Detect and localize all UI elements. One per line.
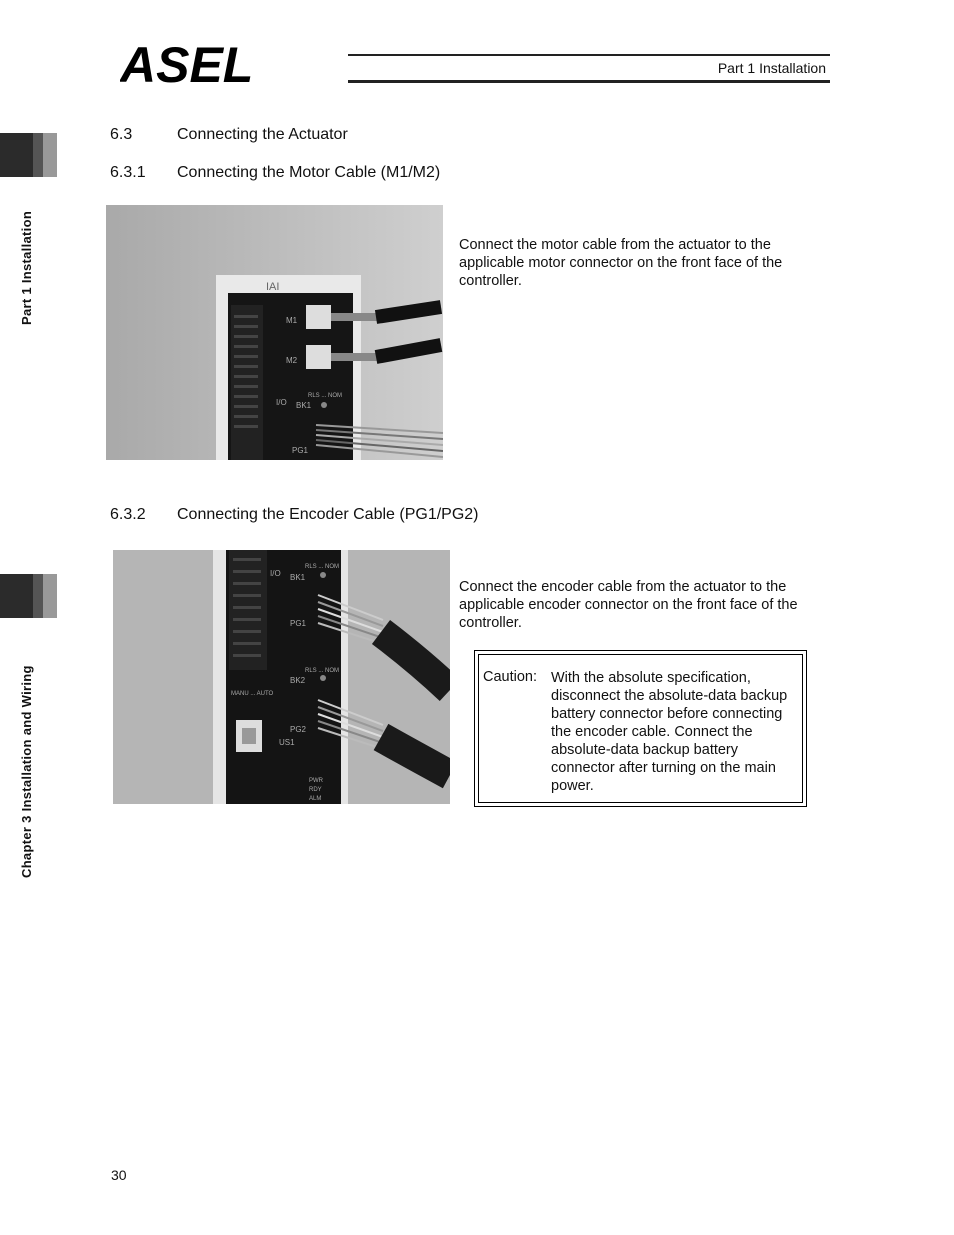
caution-text: With the absolute specification, disconnect the absolute-data backup battery connector before connecting the encoder cable. Connect the absolute-data backup battery connector after turning on the main power. bbox=[551, 670, 788, 794]
heading-6-3 bbox=[110, 126, 348, 144]
heading-6-3-1 bbox=[110, 164, 440, 182]
heading-number: 6.3.2 bbox=[110, 506, 146, 523]
svg-text:PG1: PG1 bbox=[290, 619, 307, 628]
svg-text:PG1: PG1 bbox=[292, 446, 309, 455]
caution-box bbox=[474, 650, 807, 807]
photo-label-iai: IAI bbox=[266, 281, 280, 293]
svg-text:BK1: BK1 bbox=[290, 573, 306, 582]
heading-6-3-2 bbox=[110, 506, 479, 524]
svg-text:PG2: PG2 bbox=[290, 725, 307, 734]
svg-text:US1: US1 bbox=[279, 738, 295, 747]
svg-text:RDY: RDY bbox=[309, 787, 322, 793]
heading-number: 6.3.1 bbox=[110, 164, 146, 181]
svg-text:I/O: I/O bbox=[276, 398, 287, 407]
encoder-instructions: Connect the encoder cable from the actuator to the applicable encoder connector on the front face of the controller. bbox=[459, 579, 798, 631]
caution-label: Caution: bbox=[483, 669, 538, 685]
svg-text:M2: M2 bbox=[286, 356, 298, 365]
svg-text:RLS ... NOM: RLS ... NOM bbox=[305, 564, 340, 570]
asel-logo bbox=[120, 38, 345, 90]
svg-text:MANU ... AUTO: MANU ... AUTO bbox=[231, 691, 274, 697]
side-label-chapter: Chapter 3 Installation and Wiring bbox=[19, 665, 34, 878]
header-rule-top bbox=[348, 54, 830, 56]
header-section-label: Part 1 Installation bbox=[717, 60, 826, 76]
motor-instructions: Connect the motor cable from the actuator to the applicable motor connector on the front face of the controller. bbox=[459, 237, 783, 289]
header-rule-bottom bbox=[348, 80, 830, 83]
svg-text:I/O: I/O bbox=[270, 569, 281, 578]
svg-text:BK1: BK1 bbox=[296, 401, 312, 410]
encoder-cable-photo bbox=[113, 550, 450, 804]
svg-text:ALM: ALM bbox=[309, 796, 322, 802]
svg-text:RLS ... NOM: RLS ... NOM bbox=[308, 393, 343, 399]
svg-text:PWR: PWR bbox=[309, 778, 323, 784]
heading-title: Connecting the Encoder Cable (PG1/PG2) bbox=[177, 506, 479, 523]
motor-cable-photo bbox=[106, 205, 443, 460]
heading-title: Connecting the Actuator bbox=[177, 126, 348, 143]
heading-title: Connecting the Motor Cable (M1/M2) bbox=[177, 164, 441, 181]
side-tab-top bbox=[0, 133, 57, 177]
side-tab-bottom bbox=[0, 574, 57, 618]
page-number: 30 bbox=[111, 1167, 127, 1183]
heading-number: 6.3 bbox=[110, 126, 133, 143]
logo-text: ASEL bbox=[120, 38, 254, 90]
svg-text:RLS ... NOM: RLS ... NOM bbox=[305, 668, 340, 674]
svg-text:M1: M1 bbox=[286, 316, 298, 325]
svg-text:BK2: BK2 bbox=[290, 676, 306, 685]
side-label-part: Part 1 Installation bbox=[19, 210, 34, 325]
